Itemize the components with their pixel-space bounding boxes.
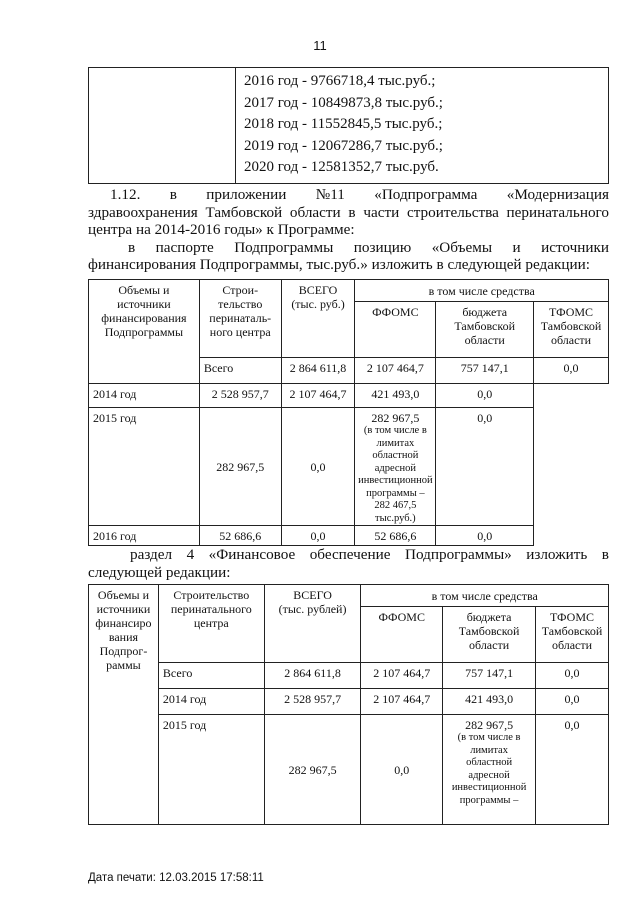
year-line: 2018 год - 11552845,5 тыс.руб.; [244,116,443,132]
header-total: ВСЕГО (тыс. руб.) [281,280,355,358]
year-line: 2020 год - 12581352,7 тыс.руб. [244,159,439,175]
cell-budget: 757 147,1 [436,358,534,384]
cell-total: 282 967,5 [264,715,361,825]
year-line: 2016 год - 9766718,4 тыс.руб.; [244,73,436,89]
cell-ffoms: 2 107 464,7 [281,384,355,408]
word: «Модернизация [506,186,609,203]
cell-tfoms: 0,0 [436,408,534,526]
header-total: ВСЕГО (тыс. рублей) [264,585,361,663]
para-line: следующей редакции: [88,563,231,581]
word: в [128,238,136,256]
cell-total: 2 864 611,8 [264,663,361,689]
word: приложении [206,186,287,203]
row-label: 2014 год [89,384,200,408]
word: в [601,546,609,563]
word: в [169,186,177,203]
header-budget: бюджета Тамбовской области [436,302,534,358]
cell-ffoms: 2 107 464,7 [355,358,436,384]
cell-budget: 757 147,1 [443,663,536,689]
word: в [348,203,356,221]
cell-budget: 282 967,5 (в том числе в лимитах областной адресной инвестиционной программы – [443,715,536,825]
header-volumes-sources: Объемы и источники финансирования Подпрограммы [89,280,200,384]
cell-ffoms: 2 107 464,7 [361,689,443,715]
paragraph-section-4 [88,546,609,581]
table-row [89,663,609,689]
word: обеспечение [309,546,391,563]
cell-ffoms: 0,0 [281,526,355,546]
cell-tfoms: 0,0 [536,715,609,825]
word: №11 [315,186,345,203]
word: области [289,203,341,221]
header-construction: Строительство перинатального центра [158,585,264,663]
cell-total: 2 864 611,8 [281,358,355,384]
cell-ffoms: 2 107 464,7 [361,663,443,689]
word: «Финансовое [208,546,296,563]
cell-total: 282 967,5 [199,408,281,526]
para-line: финансирования Подпрограммы, тыс.руб.» изложить в следующей редакции: [88,256,590,273]
cell-ffoms: 0,0 [361,715,443,825]
header-tfoms: ТФОМС Тамбовской области [534,302,609,358]
word: 4 [186,546,195,563]
year-amounts-cell [236,68,609,184]
year-line: 2019 год - 12067286,7 тыс.руб.; [244,137,443,154]
row-label: 2016 год [89,526,200,546]
para-line [88,204,609,222]
para-line: центра на 2014-2016 годы» к Программе: [88,221,355,238]
word: и [512,238,521,256]
cell-tfoms: 0,0 [436,526,534,546]
row-label: Всего [158,663,264,689]
header-ffoms: ФФОМС [355,302,436,358]
word: Тамбовской [205,203,283,221]
header-ffoms: ФФОМС [361,607,443,663]
header-tfoms: ТФОМС Тамбовской области [536,607,609,663]
cell-budget: 282 967,5 (в том числе в лимитах областной адресной инвестиционной программы – 282 467,5 тыс.руб.) [355,408,436,526]
table-row [89,384,609,408]
header-group: в том числе средства [355,280,609,302]
row-label: Всего [199,358,281,384]
year-line: 2017 год - 10849873,8 тыс.руб.; [244,94,443,111]
cell-budget: 421 493,0 [355,384,436,408]
para-line [88,186,609,204]
header-volumes-sources: Объемы и источники финансиро вания Подпрог- раммы [89,585,159,825]
word: перинатального [506,203,609,221]
word: 1.12. [110,186,141,203]
header-budget: бюджета Тамбовской области [443,607,536,663]
word: строительства [406,203,499,221]
word: части [363,203,400,221]
cell-tfoms: 0,0 [536,663,609,689]
word: позицию [353,238,412,256]
finance-table-passport [88,279,609,546]
cell-tfoms: 0,0 [436,384,534,408]
table-row [89,408,609,526]
year-amounts-table [88,67,609,184]
para-line [88,546,609,564]
cell-total: 2 528 957,7 [199,384,281,408]
cell-total: 52 686,6 [199,526,281,546]
cell-budget: 52 686,6 [355,526,436,546]
header-construction: Строи- тельство перинаталь- ного центра [199,280,281,358]
word: источники [541,238,609,256]
cell-tfoms: 0,0 [534,358,609,384]
table-row [89,689,609,715]
word: паспорте [155,238,214,256]
word: раздел [130,546,173,563]
word: «Подпрограмма [374,186,478,203]
cell-tfoms: 0,0 [536,689,609,715]
table-row [89,715,609,825]
cell-budget: 421 493,0 [443,689,536,715]
print-date-footer: Дата печати: 12.03.2015 17:58:11 [88,872,264,884]
word: «Объемы [431,238,493,256]
table-row [89,526,609,546]
cell-ffoms: 0,0 [281,408,355,526]
finance-table-section-4 [88,584,609,825]
paragraph-1-12 [88,186,609,274]
page-number: 11 [313,38,327,53]
row-label: 2015 год [89,408,200,526]
cell-total: 2 528 957,7 [264,689,361,715]
para-line [88,239,609,257]
row-label: 2015 год [158,715,264,825]
word: Подпрограммы [234,238,334,256]
row-label: 2014 год [158,689,264,715]
word: здравоохранения [88,203,198,221]
word: изложить [526,546,588,563]
word: Подпрограммы» [405,546,512,563]
header-group: в том числе средства [361,585,609,607]
empty-label-cell [89,68,236,184]
